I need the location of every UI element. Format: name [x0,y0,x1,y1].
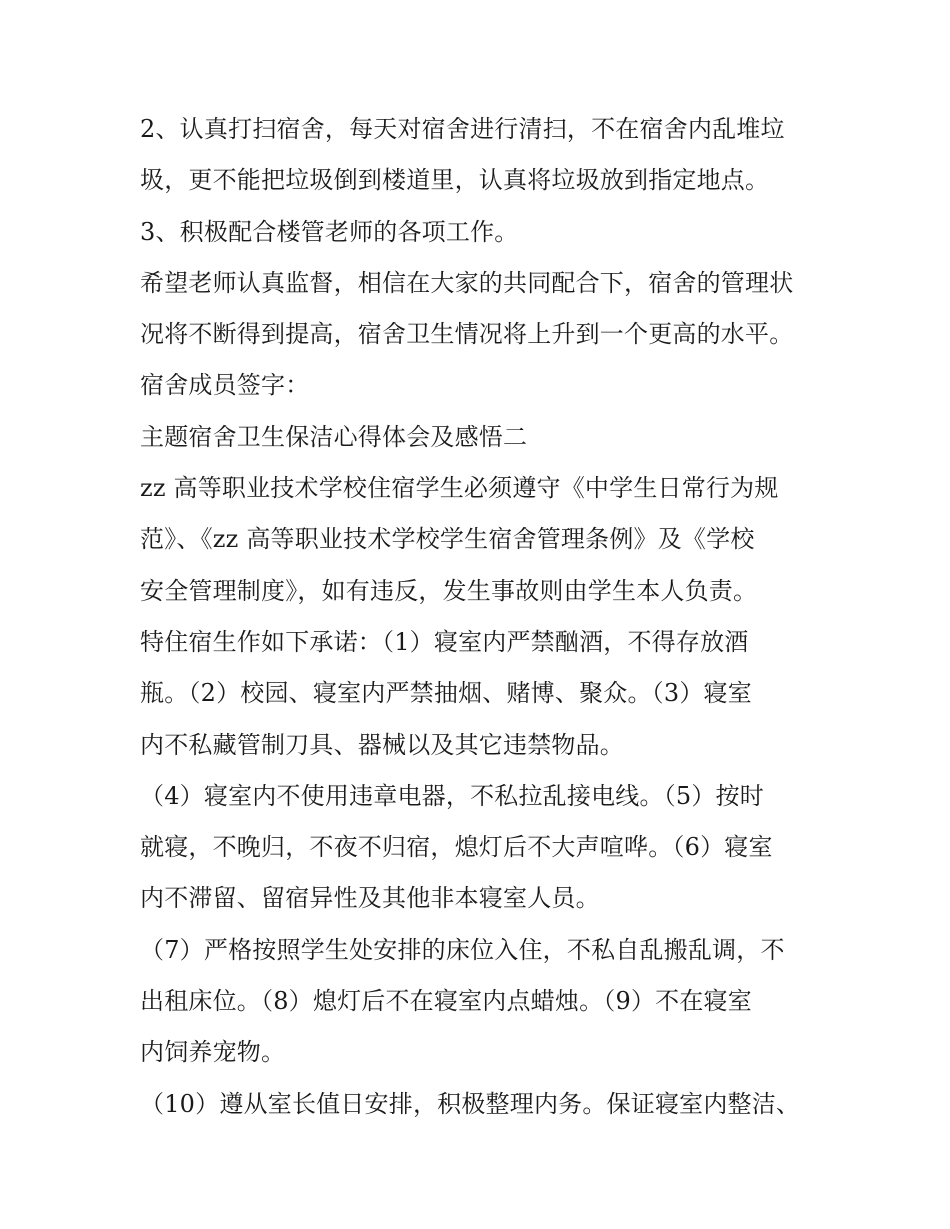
text-line: 内不私藏管制刀具、器械以及其它违禁物品。 [140,730,624,759]
text-line: 安全管理制度》，如有违反，发生事故则由学生本人负责。 [140,576,758,605]
text-line: 特住宿生作如下承诺：（1）寝室内严禁酗酒，不得存放酒 [140,627,749,656]
document-body [140,104,830,1130]
text-line: 3、积极配合楼管老师的各项工作。 [140,217,519,246]
text-line: 2、认真打扫宿舍，每天对宿舍进行清扫，不在宿舍内乱堆垃 [140,115,785,143]
text-line: 范》、《zz 高等职业技术学校学生宿舍管理条例》及《学校 [140,525,755,554]
text-line: zz 高等职业技术学校住宿学生必须遵守《中学生日常行为规 [140,474,779,503]
text-line: （4）寝室内不使用违章电器，不私拉乱接电线。（5）按时 [140,781,764,810]
text-line: 内不滞留、留宿异性及其他非本寝室人员。 [140,884,600,913]
text-line: 况将不断得到提高，宿舍卫生情况将上升到一个更高的水平。 [140,320,794,349]
text-line: （7）严格按照学生处安排的床位入住，不私自乱搬乱调，不 [140,935,785,964]
text-line: 就寝，不晚归，不夜不归宿，熄灯后不大声喧哗。（6）寝室 [140,833,773,862]
text-line: 宿舍成员签字： [140,371,310,400]
text-line: 瓶。（2）校园、寝室内严禁抽烟、赌博、聚众。（3）寝室 [140,679,752,708]
section-title: 主题宿舍卫生保洁心得体会及感悟二 [140,422,528,451]
text-line: 圾，更不能把垃圾倒到楼道里，认真将垃圾放到指定地点。 [140,166,770,195]
text-line: 内饲养宠物。 [140,1038,286,1067]
text-line: 希望老师认真监督，相信在大家的共同配合下，宿舍的管理状 [140,268,794,297]
text-line: 出租床位。（8）熄灯后不在寝室内点蜡烛。（9）不在寝室 [140,987,752,1016]
text-line: （10）遵从室长值日安排，积极整理内务。保证寝室内整洁、 [140,1089,801,1118]
